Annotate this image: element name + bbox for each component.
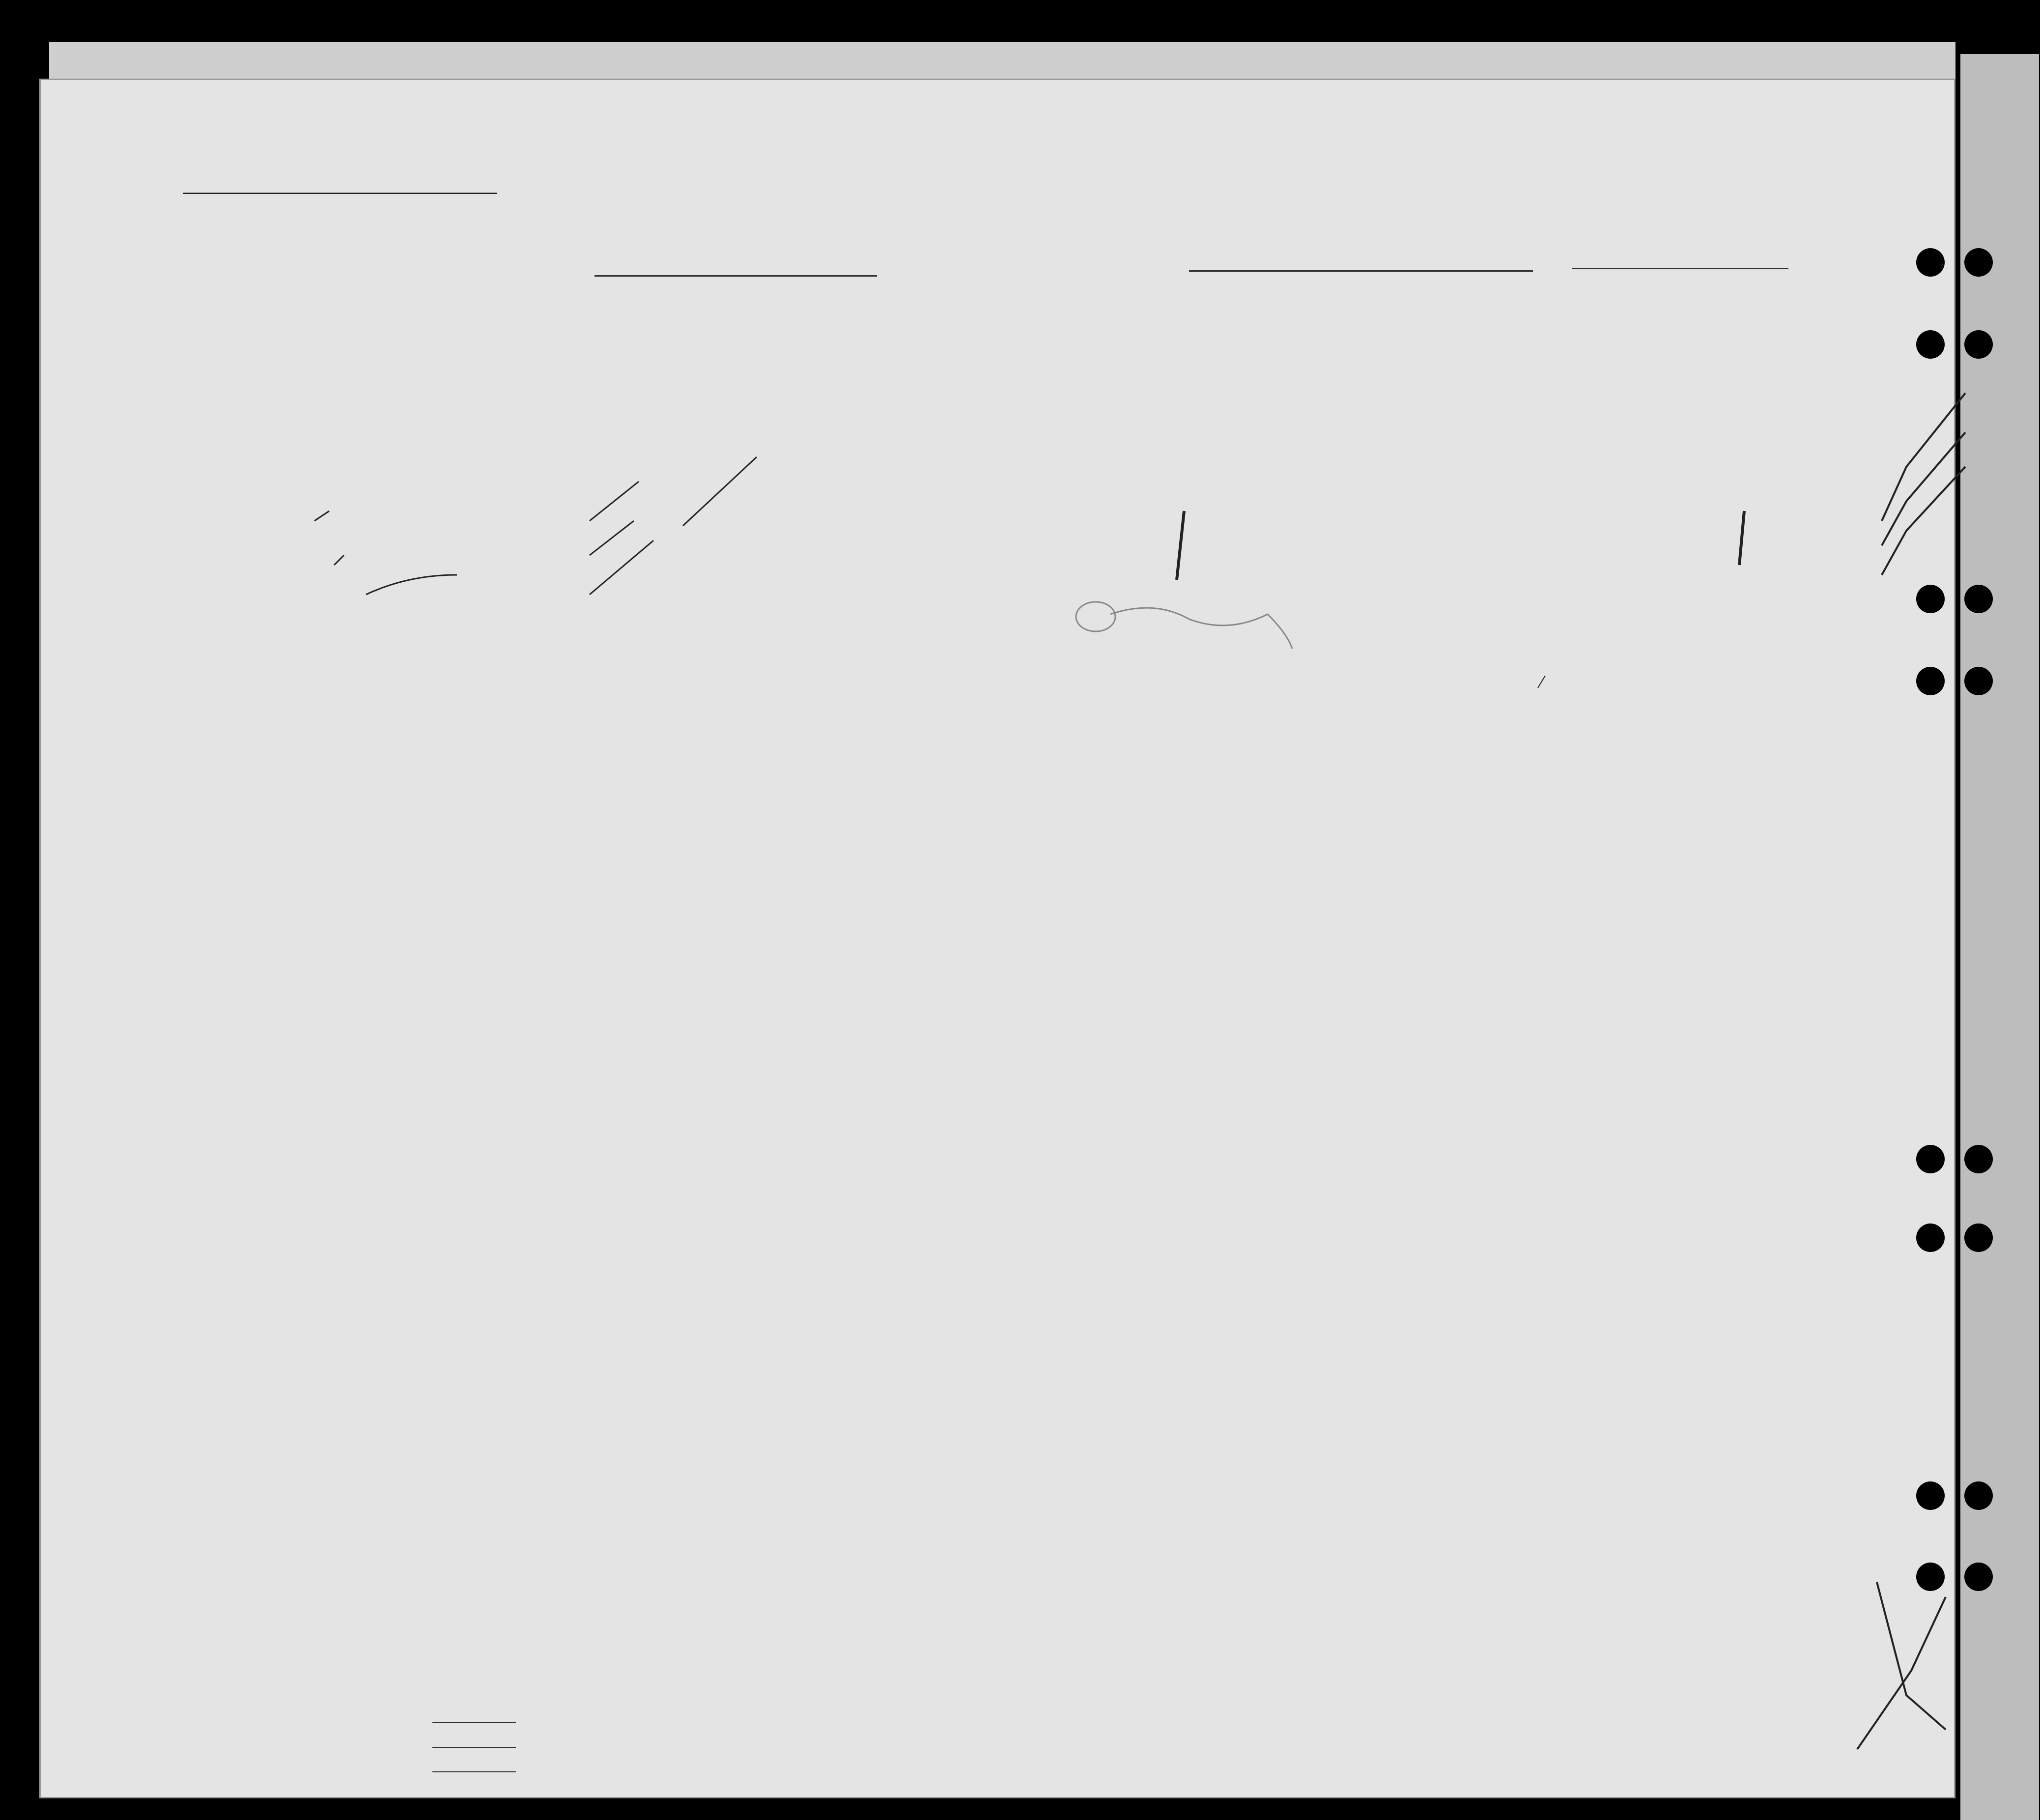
punch-hole [1964, 1481, 1993, 1510]
pen-stroke [1877, 1582, 1946, 1730]
punch-hole [1916, 1145, 1945, 1173]
punch-hole [1964, 667, 1993, 695]
footer-line [432, 1722, 516, 1723]
pen-stroke [590, 521, 634, 555]
punch-hole [1964, 1563, 1993, 1591]
punch-hole [1964, 248, 1993, 277]
footer-line [432, 1747, 516, 1748]
check-mark [334, 555, 344, 565]
pen-stroke [1177, 511, 1184, 580]
punch-hole [1916, 248, 1945, 277]
pen-stroke [1739, 511, 1744, 565]
pen-stroke [1882, 393, 1965, 521]
punch-hole [1916, 667, 1945, 695]
pen-stroke [590, 482, 639, 521]
punch-hole [1916, 330, 1945, 359]
pen-stroke [683, 457, 757, 526]
punch-hole [1964, 330, 1993, 359]
punch-hole [1916, 1223, 1945, 1252]
punch-hole [1964, 585, 1993, 613]
punch-hole [1964, 1223, 1993, 1252]
stamp-scrawl [1076, 602, 1115, 631]
pen-stroke [1538, 676, 1545, 688]
punch-hole [1916, 1481, 1945, 1510]
punch-hole [1916, 585, 1945, 613]
check-mark [314, 511, 329, 521]
stamp-scrawl [1110, 608, 1292, 649]
pen-stroke [366, 575, 457, 595]
punch-hole [1916, 1563, 1945, 1591]
footer-line [432, 1771, 516, 1772]
punch-hole [1964, 1145, 1993, 1173]
pen-stroke [1882, 432, 1965, 545]
